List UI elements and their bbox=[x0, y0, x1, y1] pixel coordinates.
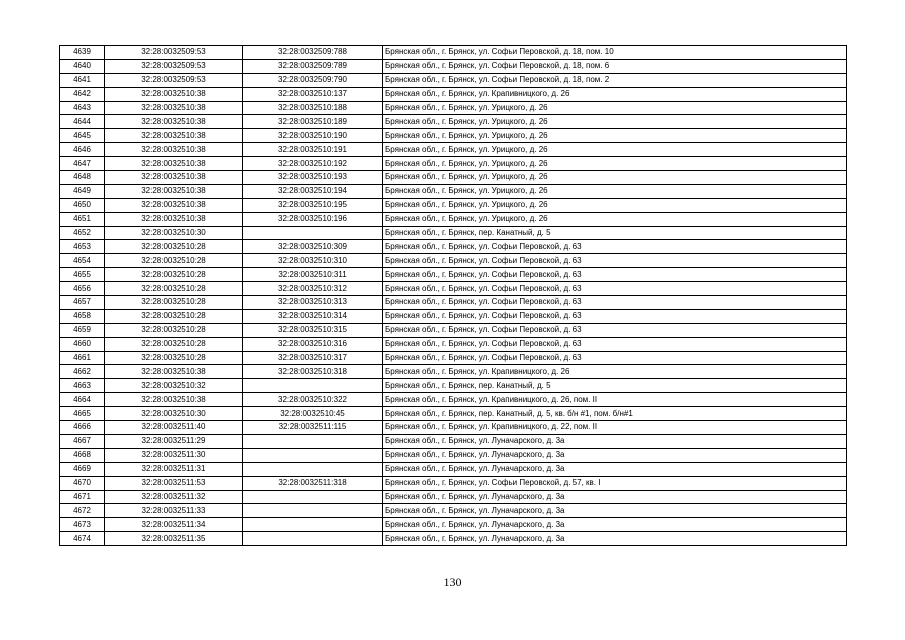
table-row bbox=[60, 351, 847, 365]
land-parcel-cadastral-number-cell: 32:28:0032511:34 bbox=[105, 518, 243, 532]
object-cadastral-number-cell: 32:28:0032510:317 bbox=[243, 351, 383, 365]
table-row bbox=[60, 296, 847, 310]
address-cell: Брянская обл., г. Брянск, ул. Софьи Перовской, д. 57, кв. I bbox=[383, 476, 847, 490]
table-row bbox=[60, 434, 847, 448]
row-number-cell: 4658 bbox=[60, 309, 105, 323]
row-number-cell: 4654 bbox=[60, 254, 105, 268]
row-number-cell: 4664 bbox=[60, 393, 105, 407]
table-row bbox=[60, 476, 847, 490]
row-number-cell: 4650 bbox=[60, 198, 105, 212]
address-cell: Брянская обл., г. Брянск, ул. Софьи Перовской, д. 63 bbox=[383, 351, 847, 365]
land-parcel-cadastral-number-cell: 32:28:0032510:38 bbox=[105, 365, 243, 379]
land-parcel-cadastral-number-cell: 32:28:0032510:28 bbox=[105, 240, 243, 254]
address-cell: Брянская обл., г. Брянск, ул. Урицкого, д. 26 bbox=[383, 129, 847, 143]
row-number-cell: 4649 bbox=[60, 184, 105, 198]
land-parcel-cadastral-number-cell: 32:28:0032510:38 bbox=[105, 184, 243, 198]
land-parcel-cadastral-number-cell: 32:28:0032510:30 bbox=[105, 226, 243, 240]
address-cell: Брянская обл., г. Брянск, ул. Крапивницкого, д. 22, пом. II bbox=[383, 421, 847, 435]
object-cadastral-number-cell: 32:28:0032510:137 bbox=[243, 87, 383, 101]
registry-table bbox=[59, 45, 847, 546]
address-cell: Брянская обл., г. Брянск, ул. Софьи Перовской, д. 63 bbox=[383, 282, 847, 296]
object-cadastral-number-cell: 32:28:0032510:314 bbox=[243, 309, 383, 323]
address-cell: Брянская обл., г. Брянск, пер. Канатный, д. 5, кв. б/н #1, пом. б/н#1 bbox=[383, 407, 847, 421]
address-cell: Брянская обл., г. Брянск, ул. Луначарского, д. 3а bbox=[383, 518, 847, 532]
object-cadastral-number-cell: 32:28:0032510:318 bbox=[243, 365, 383, 379]
address-cell: Брянская обл., г. Брянск, ул. Софьи Перовской, д. 63 bbox=[383, 268, 847, 282]
object-cadastral-number-cell: 32:28:0032511:318 bbox=[243, 476, 383, 490]
object-cadastral-number-cell: 32:28:0032510:188 bbox=[243, 101, 383, 115]
table-row bbox=[60, 129, 847, 143]
object-cadastral-number-cell bbox=[243, 462, 383, 476]
object-cadastral-number-cell bbox=[243, 532, 383, 546]
address-cell: Брянская обл., г. Брянск, ул. Урицкого, д. 26 bbox=[383, 198, 847, 212]
table-row bbox=[60, 490, 847, 504]
row-number-cell: 4661 bbox=[60, 351, 105, 365]
table-row bbox=[60, 379, 847, 393]
table-row bbox=[60, 268, 847, 282]
row-number-cell: 4667 bbox=[60, 434, 105, 448]
land-parcel-cadastral-number-cell: 32:28:0032510:38 bbox=[105, 212, 243, 226]
row-number-cell: 4660 bbox=[60, 337, 105, 351]
row-number-cell: 4655 bbox=[60, 268, 105, 282]
row-number-cell: 4665 bbox=[60, 407, 105, 421]
object-cadastral-number-cell: 32:28:0032511:115 bbox=[243, 421, 383, 435]
row-number-cell: 4663 bbox=[60, 379, 105, 393]
table-row bbox=[60, 143, 847, 157]
land-parcel-cadastral-number-cell: 32:28:0032510:32 bbox=[105, 379, 243, 393]
address-cell: Брянская обл., г. Брянск, ул. Крапивницкого, д. 26, пом. II bbox=[383, 393, 847, 407]
table-row bbox=[60, 323, 847, 337]
address-cell: Брянская обл., г. Брянск, ул. Софьи Перовской, д. 63 bbox=[383, 254, 847, 268]
address-cell: Брянская обл., г. Брянск, ул. Урицкого, д. 26 bbox=[383, 143, 847, 157]
row-number-cell: 4648 bbox=[60, 171, 105, 185]
land-parcel-cadastral-number-cell: 32:28:0032510:30 bbox=[105, 407, 243, 421]
land-parcel-cadastral-number-cell: 32:28:0032510:38 bbox=[105, 87, 243, 101]
table-row bbox=[60, 504, 847, 518]
object-cadastral-number-cell: 32:28:0032510:193 bbox=[243, 171, 383, 185]
table-row bbox=[60, 46, 847, 60]
table-row bbox=[60, 365, 847, 379]
land-parcel-cadastral-number-cell: 32:28:0032511:29 bbox=[105, 434, 243, 448]
address-cell: Брянская обл., г. Брянск, ул. Урицкого, д. 26 bbox=[383, 184, 847, 198]
address-cell: Брянская обл., г. Брянск, ул. Урицкого, д. 26 bbox=[383, 157, 847, 171]
land-parcel-cadastral-number-cell: 32:28:0032510:28 bbox=[105, 282, 243, 296]
object-cadastral-number-cell bbox=[243, 226, 383, 240]
object-cadastral-number-cell: 32:28:0032510:311 bbox=[243, 268, 383, 282]
address-cell: Брянская обл., г. Брянск, ул. Урицкого, д. 26 bbox=[383, 115, 847, 129]
land-parcel-cadastral-number-cell: 32:28:0032510:28 bbox=[105, 309, 243, 323]
address-cell: Брянская обл., г. Брянск, пер. Канатный, д. 5 bbox=[383, 226, 847, 240]
address-cell: Брянская обл., г. Брянск, ул. Софьи Перовской, д. 18, пом. 2 bbox=[383, 73, 847, 87]
table-row bbox=[60, 462, 847, 476]
land-parcel-cadastral-number-cell: 32:28:0032511:31 bbox=[105, 462, 243, 476]
land-parcel-cadastral-number-cell: 32:28:0032510:28 bbox=[105, 268, 243, 282]
object-cadastral-number-cell: 32:28:0032510:192 bbox=[243, 157, 383, 171]
row-number-cell: 4657 bbox=[60, 296, 105, 310]
object-cadastral-number-cell bbox=[243, 379, 383, 393]
row-number-cell: 4669 bbox=[60, 462, 105, 476]
row-number-cell: 4656 bbox=[60, 282, 105, 296]
row-number-cell: 4672 bbox=[60, 504, 105, 518]
land-parcel-cadastral-number-cell: 32:28:0032511:53 bbox=[105, 476, 243, 490]
table-row bbox=[60, 59, 847, 73]
object-cadastral-number-cell: 32:28:0032510:316 bbox=[243, 337, 383, 351]
object-cadastral-number-cell: 32:28:0032510:194 bbox=[243, 184, 383, 198]
table-row bbox=[60, 157, 847, 171]
object-cadastral-number-cell: 32:28:0032510:322 bbox=[243, 393, 383, 407]
land-parcel-cadastral-number-cell: 32:28:0032510:38 bbox=[105, 393, 243, 407]
row-number-cell: 4640 bbox=[60, 59, 105, 73]
table-row bbox=[60, 337, 847, 351]
land-parcel-cadastral-number-cell: 32:28:0032509:53 bbox=[105, 46, 243, 60]
row-number-cell: 4671 bbox=[60, 490, 105, 504]
row-number-cell: 4651 bbox=[60, 212, 105, 226]
object-cadastral-number-cell: 32:28:0032510:189 bbox=[243, 115, 383, 129]
address-cell: Брянская обл., г. Брянск, ул. Луначарского, д. 3а bbox=[383, 504, 847, 518]
address-cell: Брянская обл., г. Брянск, ул. Луначарского, д. 3а bbox=[383, 434, 847, 448]
row-number-cell: 4666 bbox=[60, 421, 105, 435]
row-number-cell: 4674 bbox=[60, 532, 105, 546]
address-cell: Брянская обл., г. Брянск, ул. Луначарского, д. 3а bbox=[383, 462, 847, 476]
address-cell: Брянская обл., г. Брянск, ул. Луначарского, д. 3а bbox=[383, 490, 847, 504]
address-cell: Брянская обл., г. Брянск, ул. Софьи Перовской, д. 63 bbox=[383, 309, 847, 323]
object-cadastral-number-cell: 32:28:0032510:310 bbox=[243, 254, 383, 268]
land-parcel-cadastral-number-cell: 32:28:0032511:33 bbox=[105, 504, 243, 518]
row-number-cell: 4652 bbox=[60, 226, 105, 240]
row-number-cell: 4644 bbox=[60, 115, 105, 129]
land-parcel-cadastral-number-cell: 32:28:0032510:38 bbox=[105, 129, 243, 143]
land-parcel-cadastral-number-cell: 32:28:0032511:40 bbox=[105, 421, 243, 435]
table-row bbox=[60, 171, 847, 185]
address-cell: Брянская обл., г. Брянск, ул. Луначарского, д. 3а bbox=[383, 448, 847, 462]
table-row bbox=[60, 198, 847, 212]
table-row bbox=[60, 115, 847, 129]
land-parcel-cadastral-number-cell: 32:28:0032510:28 bbox=[105, 296, 243, 310]
row-number-cell: 4641 bbox=[60, 73, 105, 87]
row-number-cell: 4642 bbox=[60, 87, 105, 101]
land-parcel-cadastral-number-cell: 32:28:0032510:38 bbox=[105, 171, 243, 185]
address-cell: Брянская обл., г. Брянск, ул. Крапивницкого, д. 26 bbox=[383, 365, 847, 379]
land-parcel-cadastral-number-cell: 32:28:0032510:38 bbox=[105, 198, 243, 212]
land-parcel-cadastral-number-cell: 32:28:0032509:53 bbox=[105, 59, 243, 73]
row-number-cell: 4673 bbox=[60, 518, 105, 532]
land-parcel-cadastral-number-cell: 32:28:0032510:38 bbox=[105, 101, 243, 115]
table-row bbox=[60, 421, 847, 435]
address-cell: Брянская обл., г. Брянск, ул. Софьи Перовской, д. 63 bbox=[383, 240, 847, 254]
object-cadastral-number-cell bbox=[243, 490, 383, 504]
row-number-cell: 4670 bbox=[60, 476, 105, 490]
table-row bbox=[60, 518, 847, 532]
object-cadastral-number-cell: 32:28:0032509:789 bbox=[243, 59, 383, 73]
object-cadastral-number-cell: 32:28:0032510:195 bbox=[243, 198, 383, 212]
table-row bbox=[60, 407, 847, 421]
table-row bbox=[60, 448, 847, 462]
object-cadastral-number-cell: 32:28:0032510:312 bbox=[243, 282, 383, 296]
table-row bbox=[60, 309, 847, 323]
table-row bbox=[60, 393, 847, 407]
registry-table-body bbox=[60, 46, 847, 546]
land-parcel-cadastral-number-cell: 32:28:0032510:38 bbox=[105, 143, 243, 157]
table-row bbox=[60, 73, 847, 87]
table-row bbox=[60, 212, 847, 226]
object-cadastral-number-cell: 32:28:0032510:315 bbox=[243, 323, 383, 337]
object-cadastral-number-cell: 32:28:0032509:790 bbox=[243, 73, 383, 87]
table-row bbox=[60, 254, 847, 268]
table-row bbox=[60, 226, 847, 240]
object-cadastral-number-cell: 32:28:0032510:309 bbox=[243, 240, 383, 254]
address-cell: Брянская обл., г. Брянск, ул. Урицкого, д. 26 bbox=[383, 171, 847, 185]
address-cell: Брянская обл., г. Брянск, ул. Крапивницкого, д. 26 bbox=[383, 87, 847, 101]
object-cadastral-number-cell: 32:28:0032510:45 bbox=[243, 407, 383, 421]
land-parcel-cadastral-number-cell: 32:28:0032509:53 bbox=[105, 73, 243, 87]
row-number-cell: 4668 bbox=[60, 448, 105, 462]
address-cell: Брянская обл., г. Брянск, ул. Софьи Перовской, д. 18, пом. 6 bbox=[383, 59, 847, 73]
object-cadastral-number-cell: 32:28:0032510:191 bbox=[243, 143, 383, 157]
land-parcel-cadastral-number-cell: 32:28:0032510:38 bbox=[105, 157, 243, 171]
table-row bbox=[60, 101, 847, 115]
object-cadastral-number-cell bbox=[243, 504, 383, 518]
address-cell: Брянская обл., г. Брянск, ул. Софьи Перовской, д. 63 bbox=[383, 296, 847, 310]
land-parcel-cadastral-number-cell: 32:28:0032510:28 bbox=[105, 337, 243, 351]
row-number-cell: 4662 bbox=[60, 365, 105, 379]
address-cell: Брянская обл., г. Брянск, ул. Софьи Перовской, д. 63 bbox=[383, 337, 847, 351]
object-cadastral-number-cell: 32:28:0032509:788 bbox=[243, 46, 383, 60]
object-cadastral-number-cell: 32:28:0032510:196 bbox=[243, 212, 383, 226]
row-number-cell: 4659 bbox=[60, 323, 105, 337]
address-cell: Брянская обл., г. Брянск, ул. Луначарского, д. 3а bbox=[383, 532, 847, 546]
address-cell: Брянская обл., г. Брянск, ул. Софьи Перовской, д. 63 bbox=[383, 323, 847, 337]
object-cadastral-number-cell bbox=[243, 448, 383, 462]
page-number: 130 bbox=[443, 575, 462, 589]
table-row bbox=[60, 184, 847, 198]
land-parcel-cadastral-number-cell: 32:28:0032510:28 bbox=[105, 254, 243, 268]
row-number-cell: 4643 bbox=[60, 101, 105, 115]
land-parcel-cadastral-number-cell: 32:28:0032511:30 bbox=[105, 448, 243, 462]
address-cell: Брянская обл., г. Брянск, ул. Софьи Перовской, д. 18, пом. 10 bbox=[383, 46, 847, 60]
row-number-cell: 4645 bbox=[60, 129, 105, 143]
table-row bbox=[60, 282, 847, 296]
table-row bbox=[60, 87, 847, 101]
object-cadastral-number-cell: 32:28:0032510:190 bbox=[243, 129, 383, 143]
land-parcel-cadastral-number-cell: 32:28:0032511:35 bbox=[105, 532, 243, 546]
object-cadastral-number-cell: 32:28:0032510:313 bbox=[243, 296, 383, 310]
land-parcel-cadastral-number-cell: 32:28:0032511:32 bbox=[105, 490, 243, 504]
table-row bbox=[60, 240, 847, 254]
land-parcel-cadastral-number-cell: 32:28:0032510:28 bbox=[105, 351, 243, 365]
row-number-cell: 4639 bbox=[60, 46, 105, 60]
address-cell: Брянская обл., г. Брянск, пер. Канатный, д. 5 bbox=[383, 379, 847, 393]
object-cadastral-number-cell bbox=[243, 518, 383, 532]
table-row bbox=[60, 532, 847, 546]
row-number-cell: 4647 bbox=[60, 157, 105, 171]
address-cell: Брянская обл., г. Брянск, ул. Урицкого, д. 26 bbox=[383, 212, 847, 226]
row-number-cell: 4646 bbox=[60, 143, 105, 157]
object-cadastral-number-cell bbox=[243, 434, 383, 448]
address-cell: Брянская обл., г. Брянск, ул. Урицкого, д. 26 bbox=[383, 101, 847, 115]
land-parcel-cadastral-number-cell: 32:28:0032510:28 bbox=[105, 323, 243, 337]
land-parcel-cadastral-number-cell: 32:28:0032510:38 bbox=[105, 115, 243, 129]
row-number-cell: 4653 bbox=[60, 240, 105, 254]
